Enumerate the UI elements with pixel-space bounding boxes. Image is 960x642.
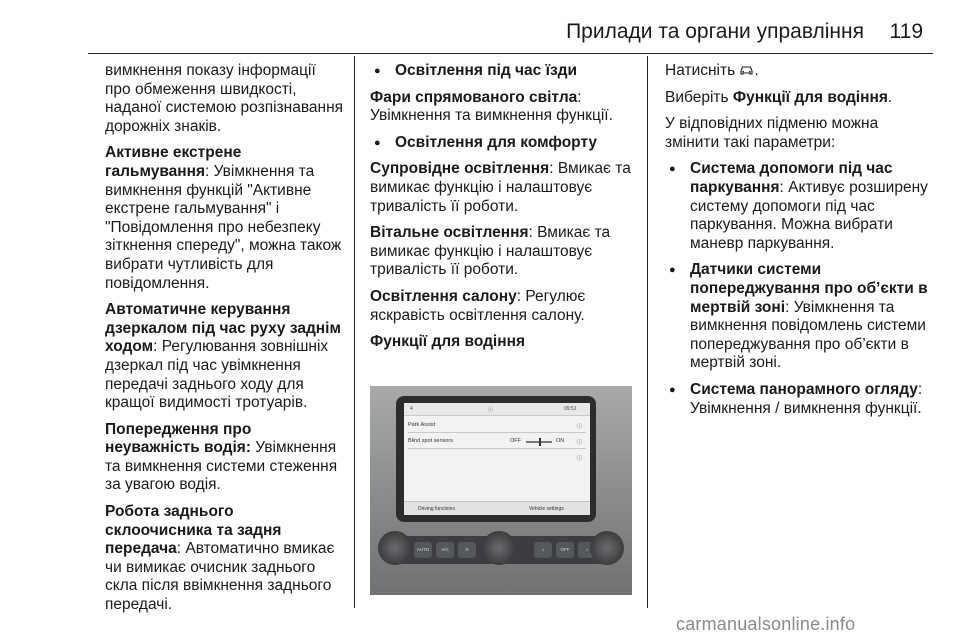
sub-paragraph: Фари спрямованого світла: Увімкнення та вимкнення функції. — [370, 88, 613, 125]
status-bar: 4 ⓘ 09:51 — [404, 403, 590, 416]
column-1 — [105, 62, 345, 623]
climate-panel: AUTO A/C ≋ ☼ OFF ⌂ — [384, 536, 616, 564]
screen-tabs: Driving functions Vehicle settings — [404, 501, 590, 515]
term: Попередження про неуважність водія: — [105, 420, 252, 457]
term: Робота заднього склоочисника та задня передача — [105, 503, 282, 558]
section-heading: Функції для водіння — [370, 333, 526, 351]
paragraph: вимкнення показу інформації про обмеження швидкості, наданої системою розпізнавання дорожніх знаків. — [105, 62, 344, 135]
info-icon: ⓘ — [576, 440, 582, 446]
paragraph: Активне екстрене гальмування: Увімкнення та вимкнення функцій "Активне екстрене гальмування" і "Повідомлення про небезпеку зіткнення спереду", можна також вибрати чутливість для повідомлення. — [105, 144, 342, 292]
infotainment-screen — [404, 403, 590, 515]
page-header — [0, 0, 960, 52]
paragraph: Натисніть . — [665, 62, 759, 79]
temperature-knob-right — [590, 531, 624, 565]
column-3 — [665, 62, 930, 426]
info-icon: ⓘ — [576, 424, 582, 430]
setting-row-blind-spot: Blind spot sensors OFF ON ⓘ — [408, 435, 586, 449]
paragraph: Автоматичне керування дзеркалом під час руху заднім ходом: Регулювання зовнішніх дзеркал під час увімкнення передачі заднього ходу для кращої видимості тротуарів. — [105, 301, 341, 412]
bullet-list — [370, 62, 635, 81]
list-item: ● Освітлення для комфорту — [370, 134, 635, 153]
sub-paragraph: Вітальне освітлення: Вмикає та вимикає функцію і налаштовує тривалість її роботи. — [370, 224, 611, 279]
bullet-list — [665, 160, 930, 418]
list-item: ● Освітлення під час їзди — [370, 62, 635, 81]
paragraph: У відповідних підменю можна змінити такі параметри: — [665, 115, 879, 151]
column-divider-2 — [647, 56, 648, 608]
list-item: ● Система допомоги під час паркування: Активує розширену систему допомоги під час паркування. Можна вибрати маневр паркування. — [665, 160, 930, 253]
sensitivity-slider — [526, 441, 552, 443]
car-icon — [739, 64, 754, 76]
setting-row-empty — [408, 451, 586, 464]
column-2 — [370, 62, 635, 360]
paragraph: Виберіть Функції для водіння. — [665, 88, 893, 106]
info-icon: ⓘ — [576, 456, 582, 462]
temperature-knob-left — [378, 531, 412, 565]
page-title: Прилади та органи управління — [566, 20, 864, 43]
term: Автоматичне керування дзеркалом під час руху заднім ходом — [105, 301, 341, 356]
paragraph: Робота заднього склоочисника та задня передача: Автоматично вмикає чи вимикає очисник заднього скла після ввімкнення заднього передачі. — [105, 503, 335, 614]
list-item: ● Датчики системи попереджування про об’єкти в мертвій зоні: Увімкнення та вимкнення повідомлень системи попереджування про об’єкти в мертвій зоні. — [665, 261, 930, 373]
bullet-list — [370, 134, 635, 153]
setting-row-park-assist: Park Assist ⓘ — [408, 419, 586, 433]
page-number: 119 — [889, 20, 923, 43]
volume-knob — [482, 531, 516, 565]
list-item: ● Система панорамного огляду: Увімкнення / вимкнення функції. — [665, 381, 930, 418]
sub-paragraph: Освітлення салону: Регулює яскравість освітлення салону. — [370, 287, 586, 324]
header-rule — [88, 53, 933, 54]
term: Активне екстрене гальмування — [105, 144, 242, 180]
infotainment-photo — [370, 386, 632, 595]
sub-paragraph: Супровідне освітлення: Вмикає та вимикає функцію і налаштовує тривалість її роботи. — [370, 160, 631, 215]
paragraph: Попередження про неуважність водія: Увімкнення та вимкнення системи стеження за увагою водія. — [105, 420, 338, 494]
column-divider-1 — [354, 56, 355, 608]
watermark: carmanualsonline.info — [676, 614, 856, 634]
